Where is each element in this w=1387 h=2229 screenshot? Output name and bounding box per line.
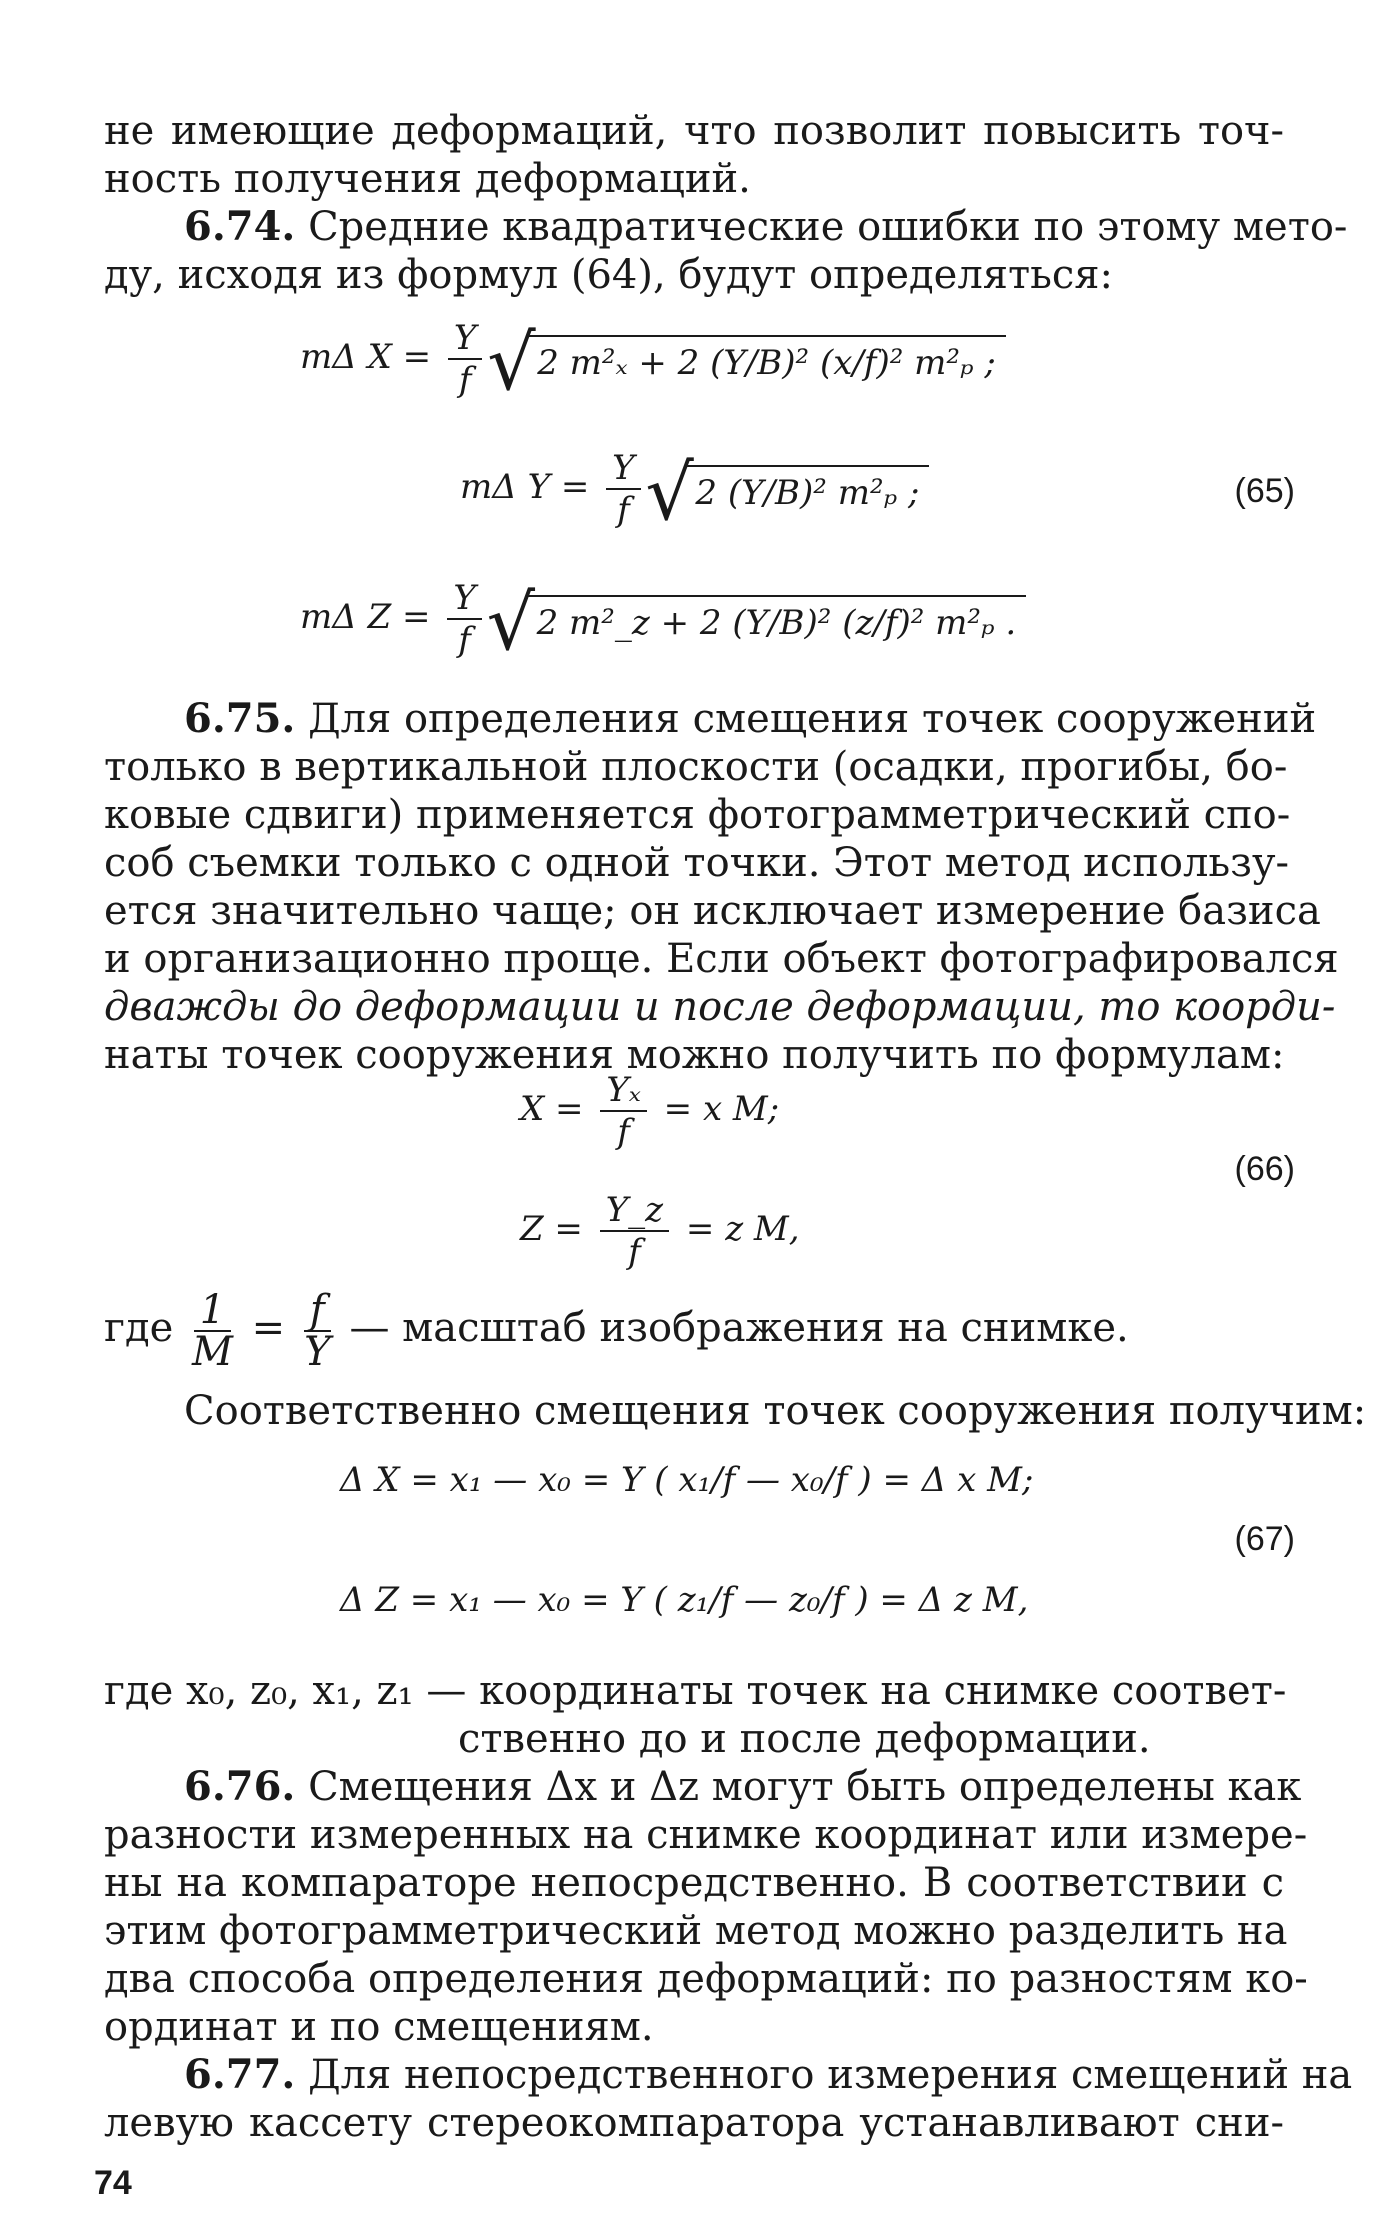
text-line: ственно до и после деформации. xyxy=(458,1716,1151,1762)
numerator: Y xyxy=(606,448,640,490)
denominator: M xyxy=(191,1329,233,1375)
text-line: только в вертикальной плоскости (осадки, прогибы, бо- xyxy=(104,744,1288,790)
fraction xyxy=(447,578,481,660)
text-line: не имеющие деформаций, что позволит повысить точ- xyxy=(104,108,1284,154)
fraction xyxy=(191,1287,233,1375)
formula-lhs: X = xyxy=(520,1089,584,1129)
fraction xyxy=(304,1287,331,1375)
formula-lhs: mΔ Y = xyxy=(460,467,590,507)
page-number: 74 xyxy=(94,2164,132,2202)
formula-rhs: = z M, xyxy=(685,1209,800,1249)
fraction xyxy=(600,1190,669,1272)
text-line: ковые сдвиги) применяется фотограмметрический спо- xyxy=(104,792,1291,838)
denominator: f xyxy=(458,360,472,400)
radicand: 2 (Y/B)² m²ₚ ; xyxy=(695,473,920,513)
numerator: Y xyxy=(448,318,482,360)
square-root xyxy=(527,595,1027,643)
scale-definition xyxy=(104,1287,1129,1375)
square-root xyxy=(685,465,929,513)
formula-m-delta-x xyxy=(300,318,1006,400)
denominator: f xyxy=(617,1112,630,1152)
numerator: Yₓ xyxy=(600,1070,647,1112)
section-number: 6.74. xyxy=(184,203,296,250)
text-span: Для определения смещения точек сооружений xyxy=(295,696,1317,742)
paragraph-6-77-line xyxy=(184,2051,1353,2098)
paragraph-6-74-line xyxy=(184,203,1348,250)
formula-m-delta-z xyxy=(300,578,1026,660)
section-number: 6.76. xyxy=(184,1763,296,1810)
formula-lhs: Z = xyxy=(520,1209,583,1249)
text-line: наты точек сооружения можно получить по формулам: xyxy=(104,1032,1285,1078)
section-number: 6.75. xyxy=(184,695,296,742)
text-line: левую кассету стереокомпаратора устанавливают сни- xyxy=(104,2100,1284,2146)
fraction xyxy=(448,318,482,400)
text-line: ность получения деформаций. xyxy=(104,156,751,202)
radicand: 2 m²ₓ + 2 (Y/B)² (x/f)² m²ₚ ; xyxy=(537,343,996,383)
denominator: f xyxy=(458,620,471,660)
formula-lhs: mΔ Z = xyxy=(300,597,431,637)
text-line: и организационно проще. Если объект фотографировался xyxy=(104,936,1339,982)
square-root xyxy=(527,335,1006,383)
scale-text: — масштаб изображения на снимке. xyxy=(349,1305,1129,1351)
text-line: соб съемки только с одной точки. Этот метод использу- xyxy=(104,840,1290,886)
section-number: 6.77. xyxy=(184,2051,296,2098)
equals-sign: = xyxy=(251,1305,286,1351)
text-span: Для непосредственного измерения смещений на xyxy=(295,2052,1353,2098)
text-line: Соответственно смещения точек сооружения получим: xyxy=(184,1388,1367,1434)
formula-lhs: mΔ X = xyxy=(300,337,432,377)
text-line-italic: дважды до деформации и после деформации, то коорди- xyxy=(104,984,1336,1030)
equation-number: (67) xyxy=(1234,1520,1295,1558)
radicand: 2 m²_z + 2 (Y/B)² (z/f)² m²ₚ . xyxy=(536,603,1017,643)
text-line: ны на компараторе непосредственно. В соответствии с xyxy=(104,1860,1284,1906)
text-span: Смещения Δx и Δz могут быть определены как xyxy=(295,1764,1302,1810)
equation-number: (66) xyxy=(1234,1150,1295,1188)
denominator: f xyxy=(617,490,630,530)
where-word: где xyxy=(104,1305,174,1351)
formula-delta-x: Δ X = x₁ — x₀ = Y ( x₁/f — x₀/f ) = Δ x M; xyxy=(340,1460,1034,1500)
numerator: f xyxy=(304,1290,331,1332)
numerator: Y_z xyxy=(600,1190,669,1232)
formula-rhs: = x M; xyxy=(663,1089,780,1129)
text-line: этим фотограмметрический метод можно разделить на xyxy=(104,1908,1288,1954)
numerator: Y xyxy=(447,578,481,620)
formula-x xyxy=(520,1070,779,1152)
fraction xyxy=(606,448,640,530)
formula-delta-z: Δ Z = x₁ — x₀ = Y ( z₁/f — z₀/f ) = Δ z M, xyxy=(340,1580,1029,1620)
text-line: ординат и по смещениям. xyxy=(104,2004,654,2050)
formula-z xyxy=(520,1190,800,1272)
equation-number: (65) xyxy=(1234,472,1295,510)
text-line: где x₀, z₀, x₁, z₁ — координаты точек на снимке соответ- xyxy=(104,1668,1287,1714)
formula-m-delta-y xyxy=(460,448,929,530)
fraction xyxy=(600,1070,647,1152)
text-line: разности измеренных на снимке координат или измере- xyxy=(104,1812,1308,1858)
denominator: f xyxy=(628,1232,641,1272)
text-line: два способа определения деформаций: по разностям ко- xyxy=(104,1956,1308,2002)
text-span: Средние квадратические ошибки по этому мето- xyxy=(295,204,1348,250)
text-line: ду, исходя из формул (64), будут определяться: xyxy=(104,252,1113,298)
numerator: 1 xyxy=(194,1290,231,1332)
text-line: ется значительно чаще; он исключает измерение базиса xyxy=(104,888,1321,934)
paragraph-6-76-line xyxy=(184,1763,1302,1810)
denominator: Y xyxy=(304,1329,331,1375)
paragraph-6-75-line xyxy=(184,695,1317,742)
